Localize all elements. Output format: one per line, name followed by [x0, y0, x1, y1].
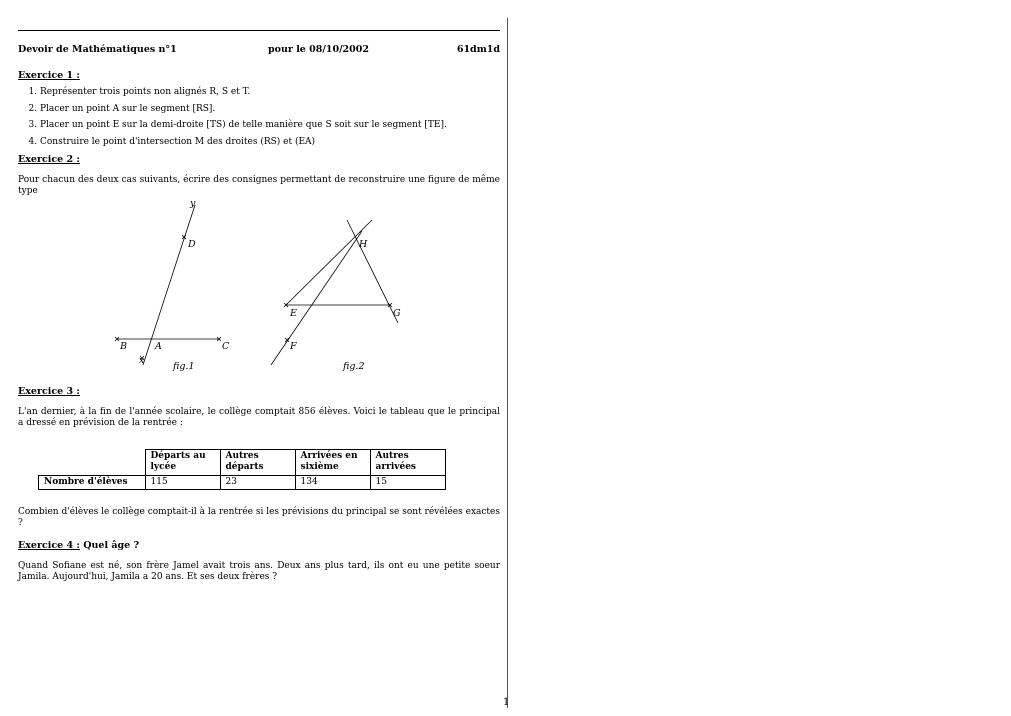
- exercise-1-list: [18, 87, 510, 153]
- header-code: 61dm1d: [456, 44, 500, 55]
- label-b: B: [120, 341, 127, 352]
- exercise-4-text: Quand Sofiane est né, son frère Jamel avait trois ans. Deux ans plus tard, ils ont eu une petite soeur Jamila. Aujourd'hui, Jamila a 20 ans. Et ses deux frères ?: [18, 561, 500, 583]
- col-header: Autres départs: [220, 450, 295, 476]
- label-e: E: [290, 308, 297, 319]
- line-eh: [286, 220, 372, 305]
- students-table: [38, 449, 446, 490]
- label-g: G: [393, 308, 401, 319]
- list-item: 4. Construire le point d'intersection M des droites (RS) et (EA): [40, 137, 510, 154]
- row-label: Nombre d'élèves: [39, 475, 146, 489]
- label-c: C: [222, 341, 230, 352]
- figures: [0, 195, 510, 380]
- fig1-caption: fig.1: [173, 361, 195, 372]
- table-cell: 134: [295, 475, 370, 489]
- exercise-3-text: L'an dernier, à la fin de l'année scolaire, le collège comptait 856 élèves. Voici le tableau que le principal a dressé en prévision de la rentrée :: [18, 407, 500, 429]
- line-xy: [143, 205, 195, 365]
- label-y: y: [190, 198, 196, 209]
- table-cell: 23: [220, 475, 295, 489]
- top-rule: [18, 30, 500, 31]
- col-header: Départs au lycée: [145, 450, 220, 476]
- exercise-3-title: Exercice 3 :: [18, 386, 80, 397]
- empty-cell: [39, 450, 146, 476]
- table-row: [39, 475, 446, 489]
- label-d: D: [188, 239, 196, 250]
- list-item: 1. Représenter trois points non alignés R, S et T.: [40, 87, 510, 104]
- table-cell: 15: [370, 475, 445, 489]
- fig2-caption: fig.2: [343, 361, 365, 372]
- line-hg: [347, 220, 398, 323]
- label-f: F: [290, 341, 297, 352]
- exercise-2-title: Exercice 2 :: [18, 154, 80, 165]
- exercise-2-text: Pour chacun des deux cas suivants, écrire des consignes permettant de reconstruire une figure de même type: [18, 175, 500, 197]
- table-cell: 115: [145, 475, 220, 489]
- exercise-1-title: Exercice 1 :: [18, 70, 80, 81]
- col-header: Arrivées en sixième: [295, 450, 370, 476]
- label-h: H: [359, 239, 368, 250]
- list-item: 3. Placer un point E sur la demi-droite [TS) de telle manière que S soit sur le segment [TE].: [40, 120, 510, 137]
- list-item: 2. Placer un point A sur le segment [RS].: [40, 104, 510, 121]
- page-number: 1: [503, 697, 510, 708]
- label-x: x: [139, 355, 145, 366]
- header-date: pour le 08/10/2002: [268, 44, 369, 55]
- header-title: Devoir de Mathématiques n°1: [18, 44, 177, 55]
- figure-1: [115, 205, 221, 365]
- line-fh: [271, 231, 362, 365]
- label-a: A: [155, 341, 162, 352]
- document-header: [18, 44, 500, 56]
- table-header-row: [39, 450, 446, 476]
- exercise-4-subtitle: Quel âge ?: [83, 540, 140, 551]
- col-header: Autres arrivées: [370, 450, 445, 476]
- exercise-3-question: Combien d'élèves le collège comptait-il à la rentrée si les prévisions du principal se sont révélées exactes ?: [18, 507, 500, 529]
- exercise-4-title: Exercice 4 : Quel âge ?: [18, 540, 140, 551]
